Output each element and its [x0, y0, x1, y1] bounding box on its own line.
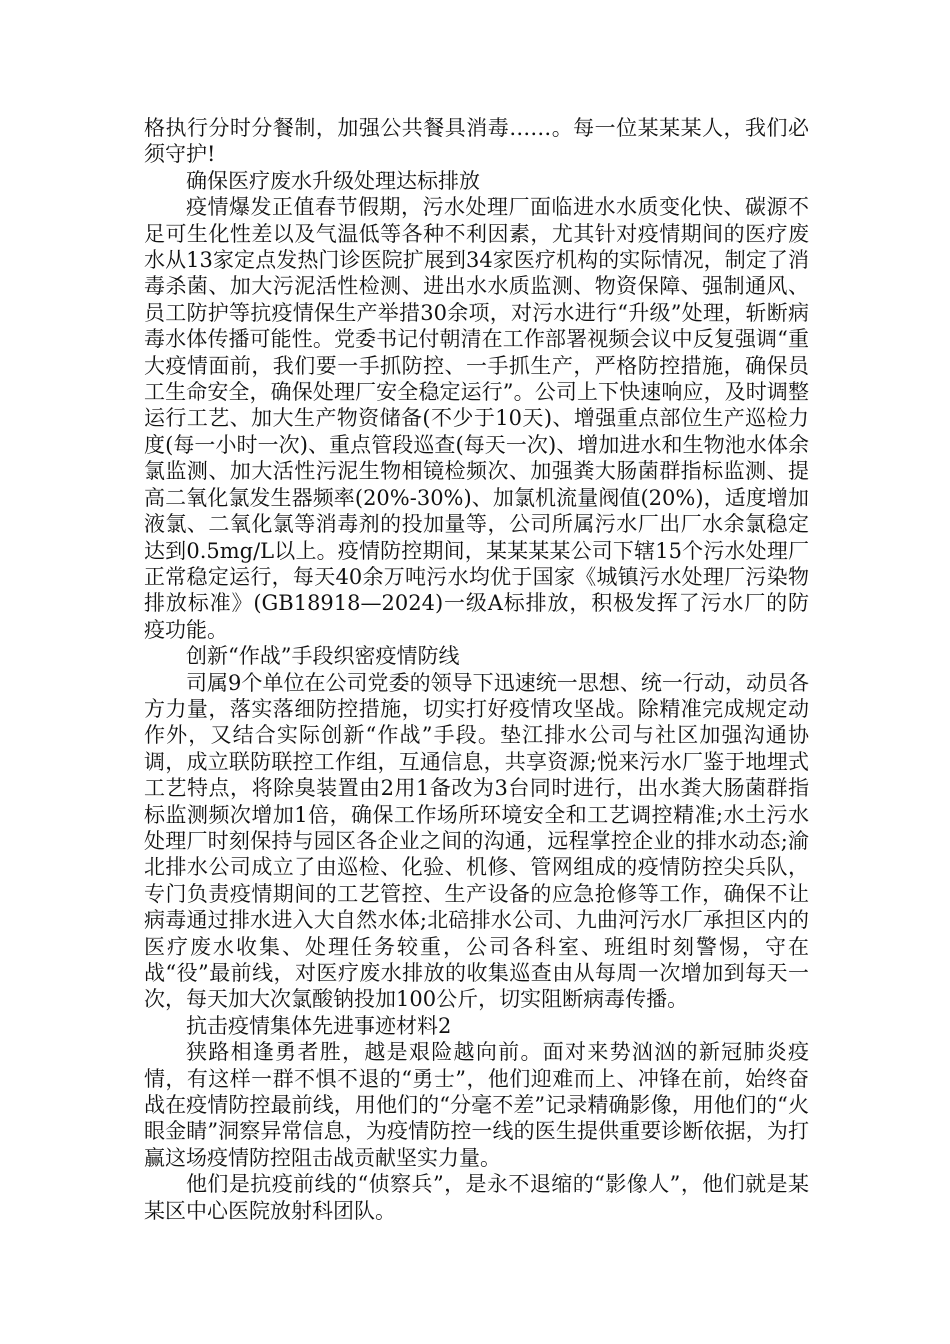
paragraph-wastewater-treatment: 疫情爆发正值春节假期，污水处理厂面临进水水质变化快、碳源不足可生化性差以及气温低等各种不利因素，尤其针对疫情期间的医疗废水从13家定点发热门诊医院扩展到34家医疗机构的实际情况，制定了消毒杀菌、加大污泥活性检测、进出水水质监测、物资保障、强制通风、员工防护等抗疫情保生产举措30余项，对污水进行“升级”处理，斩断病毒水体传播可能性。党委书记付朝清在工作部署视频会议中反复强调“重大疫情面前，我们要一手抓防控、一手抓生产，严格防控措施，确保员工生命安全，确保处理厂安全稳定运行”。公司上下快速响应，及时调整运行工艺、加大生产物资储备(不少于10天)、增强重点部位生产巡检力度(每一小时一次)、重点管段巡查(每天一次)、增加进水和生物池水体余氯监测、加大活性污泥生物相镜检频次、加强粪大肠菌群指标监测、提高二氧化氯发生器频率(20%-30%)、加氯机流量阀值(20%)，适度增加液氯、二氧化氯等消毒剂的投加量等，公司所属污水厂出厂水余氯稳定达到0.5mg/L以上。疫情防控期间，某某某某公司下辖15个污水处理厂正常稳定运行，每天40余万吨污水均优于国家《城镇污水处理厂污染物排放标准》(GB18918—2024)一级A标排放，积极发挥了污水厂的防疫功能。: [144, 195, 809, 642]
paragraph-radiology-team: 他们是抗疫前线的“侦察兵”，是永不退缩的“影像人”，他们就是某某区中心医院放射科团队。: [144, 1172, 809, 1223]
paragraph-continuation: 格执行分时分餐制，加强公共餐具消毒……。每一位某某某人，我们必须守护!: [144, 116, 809, 167]
section-heading-material-2: 抗击疫情集体先进事迹材料2: [186, 1013, 452, 1038]
document-page: [144, 115, 809, 1224]
paragraph-innovation-measures: 司属9个单位在公司党委的领导下迅速统一思想、统一行动，动员各方力量，落实落细防控措施，切实打好疫情攻坚战。除精准完成规定动作外，又结合实际创新“作战”手段。垫江排水公司与社区加强沟通协调，成立联防联控工作组，互通信息，共享资源;悦来污水厂鉴于地埋式工艺特点，将除臭装置由2用1备改为3台同时进行，出水粪大肠菌群指标监测频次增加1倍，确保工作场所环境安全和工艺调控精准;水土污水处理厂时刻保持与园区各企业之间的沟通，远程掌控企业的排水动态;渝北排水公司成立了由巡检、化验、机修、管网组成的疫情防控尖兵队，专门负责疫情期间的工艺管控、生产设备的应急抢修等工作，确保不让病毒通过排水进入大自然水体;北碚排水公司、九曲河污水厂承担区内的医疗废水收集、处理任务较重，公司各科室、班组时刻警惕，守在战“役”最前线，对医疗废水排放的收集巡查由从每周一次增加到每天一次，每天加大次氯酸钠投加100公斤，切实阻断病毒传播。: [144, 670, 809, 1012]
section-heading-medical-wastewater: 确保医疗废水升级处理达标排放: [186, 168, 480, 193]
section-heading-innovation: 创新“作战”手段织密疫情防线: [186, 644, 460, 669]
paragraph-brave-warriors: 狭路相逢勇者胜，越是艰险越向前。面对来势汹汹的新冠肺炎疫情，有这样一群不惧不退的“勇士”，他们迎难而上、冲锋在前，始终奋战在疫情防控最前线，用他们的“分毫不差”记录精确影像，用他们的“火眼金睛”洞察异常信息，为疫情防控一线的医生提供重要诊断依据，为打赢这场疫情防控阻击战贡献坚实力量。: [144, 1040, 809, 1170]
